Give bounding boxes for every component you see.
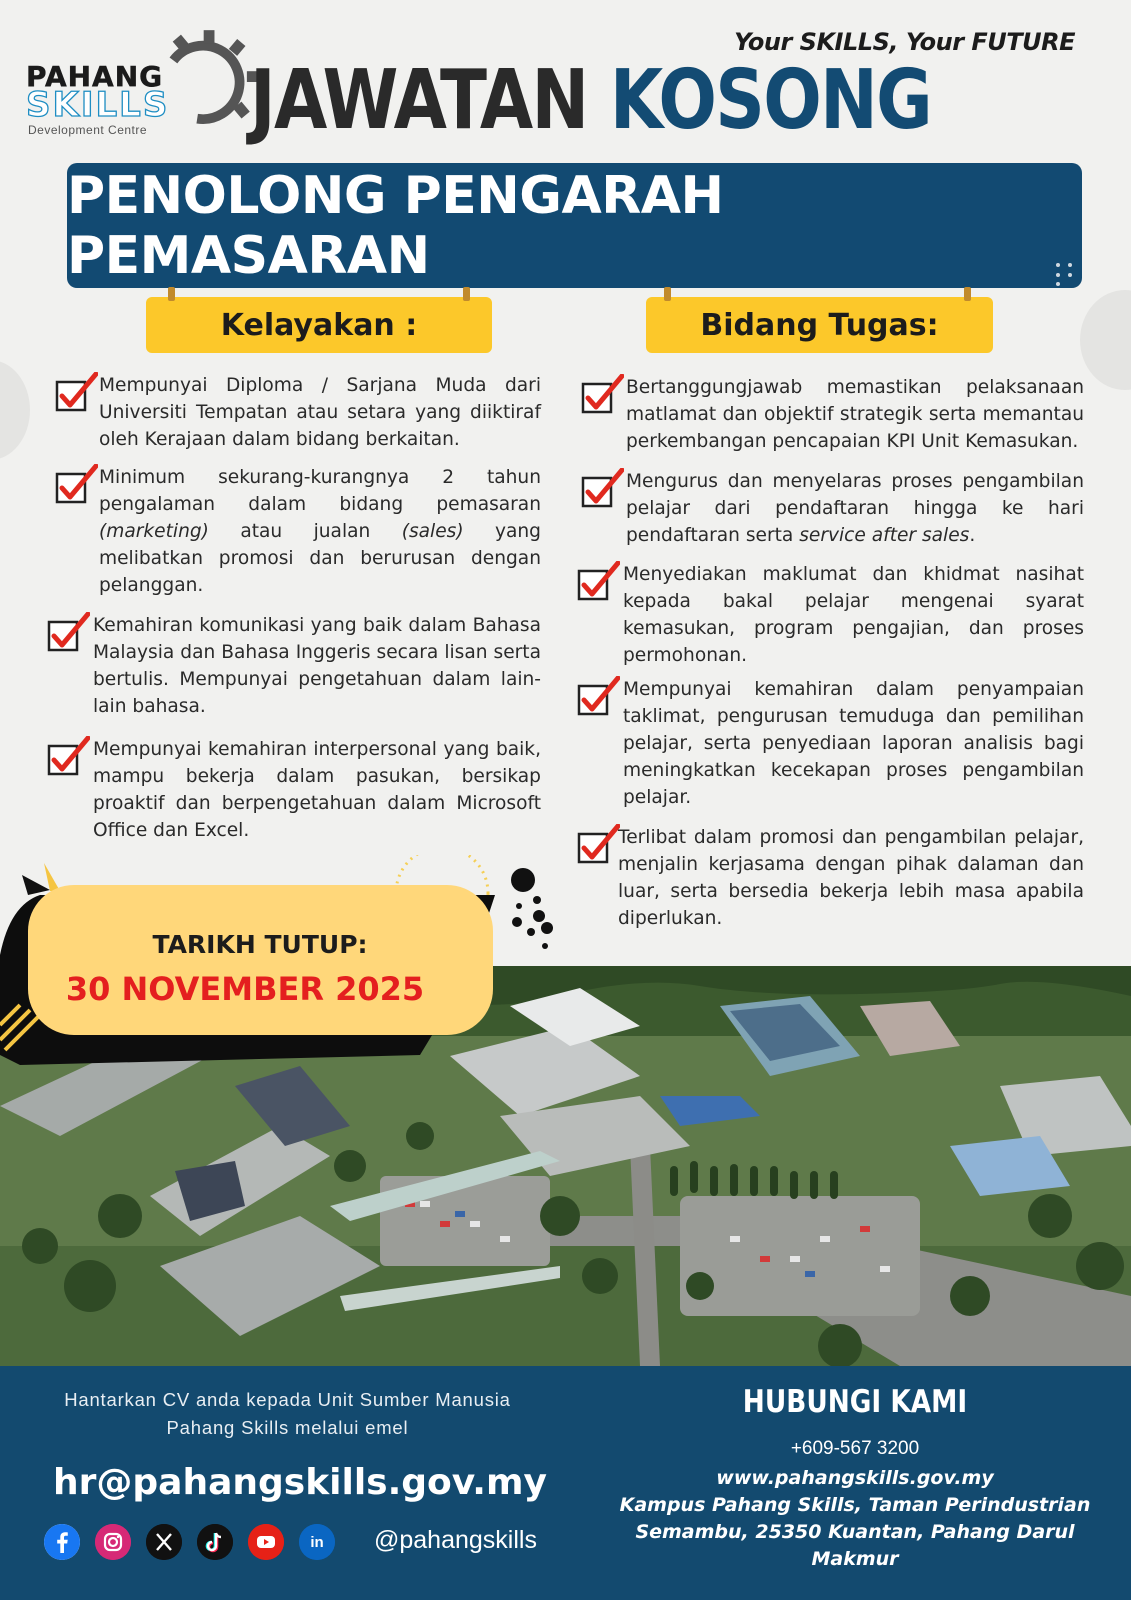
- instagram-icon[interactable]: [95, 1524, 131, 1560]
- checkbox-tick-icon: [576, 824, 620, 866]
- qualification-text: Mempunyai Diploma / Sarjana Muda dari Universiti Tempatan atau setara yang diiktiraf oleh Kerajaan dalam bidang berkaitan.: [99, 375, 541, 450]
- checkbox-tick-icon: [46, 736, 90, 778]
- background-circle-left: [0, 360, 30, 460]
- decorative-dots: [1054, 262, 1076, 286]
- duty-text: Menyediakan maklumat dan khidmat nasihat kepada bakal pelajar mengenai syarat kemasukan, program pengajian, dan proses permohonan.: [623, 564, 1084, 666]
- checkbox-tick-icon: [576, 561, 620, 603]
- website-link[interactable]: www.pahangskills.gov.my: [716, 1467, 994, 1489]
- headline-word-jawatan: JAWATAN: [250, 53, 588, 148]
- checkbox-tick-icon: [580, 468, 624, 510]
- closing-date-badge: [0, 855, 510, 1065]
- tagline: Your SKILLS, Your FUTURE: [734, 28, 1075, 56]
- linkedin-icon[interactable]: [299, 1524, 335, 1560]
- tiktok-icon[interactable]: [197, 1524, 233, 1560]
- closing-date-card: [28, 885, 493, 1035]
- position-title-banner: [67, 163, 1082, 288]
- duty-text: Terlibat dalam promosi dan pengambilan pelajar, menjalin kerjasama dengan pihak dalaman dan luar, serta bersedia bekerja lebih masa apabila diperlukan.: [618, 827, 1084, 929]
- pahang-skills-logo: [26, 28, 241, 138]
- checkbox-tick-icon: [46, 612, 90, 654]
- closing-date-value: 30 NOVEMBER 2025: [65, 970, 425, 1008]
- social-links: [44, 1524, 335, 1560]
- logo-text-skills: SKILLS: [26, 85, 170, 125]
- email-address[interactable]: hr@pahangskills.gov.my: [53, 1462, 547, 1503]
- background-circle-right: [1080, 290, 1131, 390]
- headline-word-kosong: KOSONG: [609, 53, 931, 148]
- duties-heading-label: Bidang Tugas:: [700, 307, 939, 343]
- footer: [0, 1366, 1131, 1600]
- position-title: PENOLONG PENGARAH PEMASARAN: [67, 165, 724, 286]
- logo-text-pahang: PAHANG: [26, 60, 164, 93]
- checkbox-tick-icon: [54, 464, 98, 506]
- decorative-dots-cluster: [505, 866, 565, 956]
- facebook-icon[interactable]: [44, 1524, 80, 1560]
- checkbox-tick-icon: [580, 374, 624, 416]
- contact-title: HUBUNGI KAMI: [742, 1384, 968, 1420]
- svg-text:in: in: [310, 1534, 324, 1551]
- phone-number[interactable]: +609-567 3200: [790, 1438, 920, 1459]
- logo-text-development-centre: Development Centre: [28, 123, 148, 137]
- heading-peg: [463, 287, 470, 301]
- social-handle: @pahangskills: [374, 1526, 537, 1554]
- cv-instruction: Hantarkan CV anda kepada Unit Sumber Manusia Pahang Skills melalui emel: [64, 1389, 511, 1438]
- qualification-text: Minimum sekurang-kurangnya 2 tahun pengalaman dalam bidang pemasaran (marketing) atau jualan (sales) yang melibatkan promosi dan berurusan dengan pelanggan.: [99, 467, 541, 596]
- duty-text: Mempunyai kemahiran dalam penyampaian taklimat, pengurusan temuduga dan pemilihan pelajar, serta penyediaan laporan analisis bagi meningkatkan kecekapan proses pengambilan pelajar.: [623, 679, 1084, 808]
- qualifications-heading-label: Kelayakan :: [220, 307, 418, 343]
- campus-address: Kampus Pahang Skills, Taman Perindustrian Semambu, 25350 Kuantan, Pahang Darul Makmur: [619, 1494, 1091, 1570]
- qualification-text: Mempunyai kemahiran interpersonal yang baik, mampu bekerja dalam pasukan, bersikap proaktif dan berpengetahuan dalam Microsoft Office dan Excel.: [93, 739, 541, 841]
- duty-text: Mengurus dan menyelaras proses pengambilan pelajar dari pendaftaran hingga ke hari pendaftaran serta service after sales.: [626, 471, 1084, 546]
- heading-peg: [664, 287, 671, 301]
- x-icon[interactable]: [146, 1524, 182, 1560]
- checkbox-tick-icon: [576, 676, 620, 718]
- duties-heading: [646, 297, 993, 353]
- closing-date-label: TARIKH TUTUP:: [152, 930, 368, 959]
- duty-text: Bertanggungjawab memastikan pelaksanaan matlamat dan objektif strategik serta memantau perkembangan pencapaian KPI Unit Kemasukan.: [626, 377, 1084, 452]
- qualification-text: Kemahiran komunikasi yang baik dalam Bahasa Malaysia dan Bahasa Inggeris secara lisan serta bertulis. Mempunyai pengetahuan dalam lain-lain bahasa.: [93, 615, 541, 717]
- youtube-icon[interactable]: [248, 1524, 284, 1560]
- heading-peg: [168, 287, 175, 301]
- headline: [250, 53, 931, 148]
- gear-icon: [154, 28, 262, 136]
- checkbox-tick-icon: [54, 372, 98, 414]
- qualifications-heading: [146, 297, 492, 353]
- heading-peg: [964, 287, 971, 301]
